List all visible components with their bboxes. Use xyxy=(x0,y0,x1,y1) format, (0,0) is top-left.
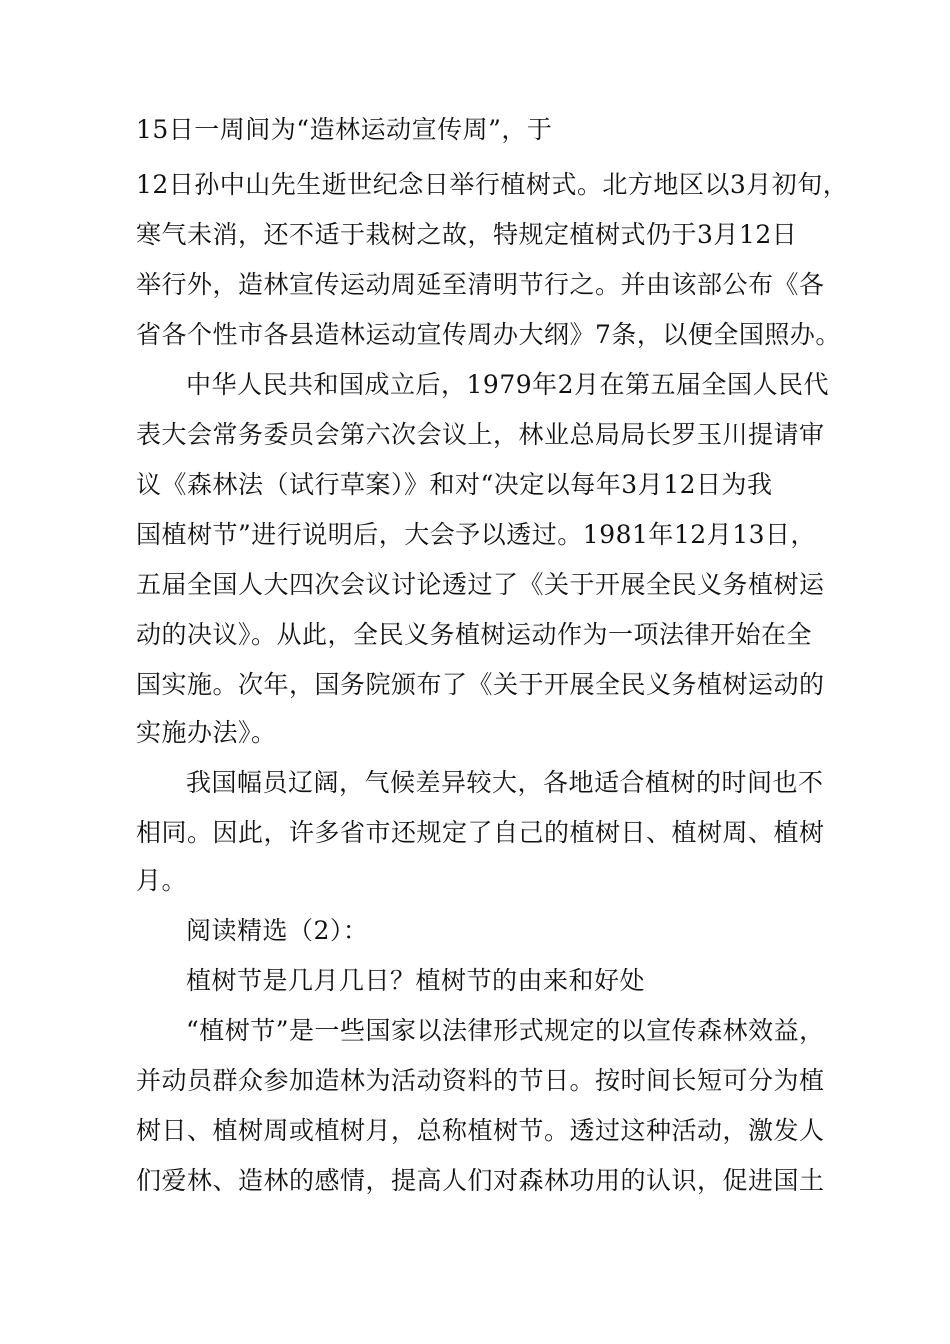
text-line-11: 动的决议》。从此，全民义务植树运动作为一项法律开始在全 xyxy=(136,620,813,649)
paragraph-start-line: “植树节”是一些国家以法律形式规定的以宣传森林效益， xyxy=(186,1016,825,1045)
text-line-4: 举行外，造林宣传运动周延至清明节行之。并由该部公布《各 xyxy=(136,270,825,299)
text-line-10: 五届全国人大四次会议讨论透过了《关于开展全民义务植树运 xyxy=(136,570,825,599)
section-label: 阅读精选（2）： xyxy=(186,916,369,945)
text-line-2: 12日孙中山先生逝世纪念日举行植树式。北方地区以3月初旬， xyxy=(136,170,849,199)
text-line-21: 树日、植树周或植树月，总称植树节。透过这种活动，激发人 xyxy=(136,1116,825,1145)
text-line-22: 们爱林、造林的感情，提高人们对森林功用的认识，促进国土 xyxy=(136,1166,825,1195)
paragraph-start-line: 中华人民共和国成立后，1979年2月在第五届全国人民代 xyxy=(186,370,830,399)
text-line-20: 并动员群众参加造林为活动资料的节日。按时间长短可分为植 xyxy=(136,1066,825,1095)
text-line-3: 寒气未消，还不适于栽树之故，特规定植树式仍于3月12日 xyxy=(136,220,798,249)
text-line-9: 国植树节”进行说明后，大会予以透过。1981年12月13日， xyxy=(136,520,817,549)
text-line-12: 国实施。次年，国务院颁布了《关于开展全民义务植树运动的 xyxy=(136,670,825,699)
text-line-15: 相同。因此，许多省市还规定了自己的植树日、植树周、植树 xyxy=(136,818,825,847)
section-title: 植树节是几月几日？植树节的由来和好处 xyxy=(186,966,646,995)
text-line-13: 实施办法》。 xyxy=(136,718,277,747)
text-line-16: 月。 xyxy=(136,866,188,895)
text-line-8: 议《森林法（试行草案）》和对“决定以每年3月12日为我 xyxy=(136,470,773,499)
paragraph-start-line: 我国幅员辽阔，气候差异较大，各地适合植树的时间也不 xyxy=(186,768,824,797)
text-line-1: 15日一周间为“造林运动宣传周”，于 xyxy=(136,115,553,144)
text-line-7: 表大会常务委员会第六次会议上，林业总局局长罗玉川提请审 xyxy=(136,420,825,449)
text-line-5: 省各个性市各县造林运动宣传周办大纲》7条，以便全国照办。 xyxy=(136,320,841,349)
